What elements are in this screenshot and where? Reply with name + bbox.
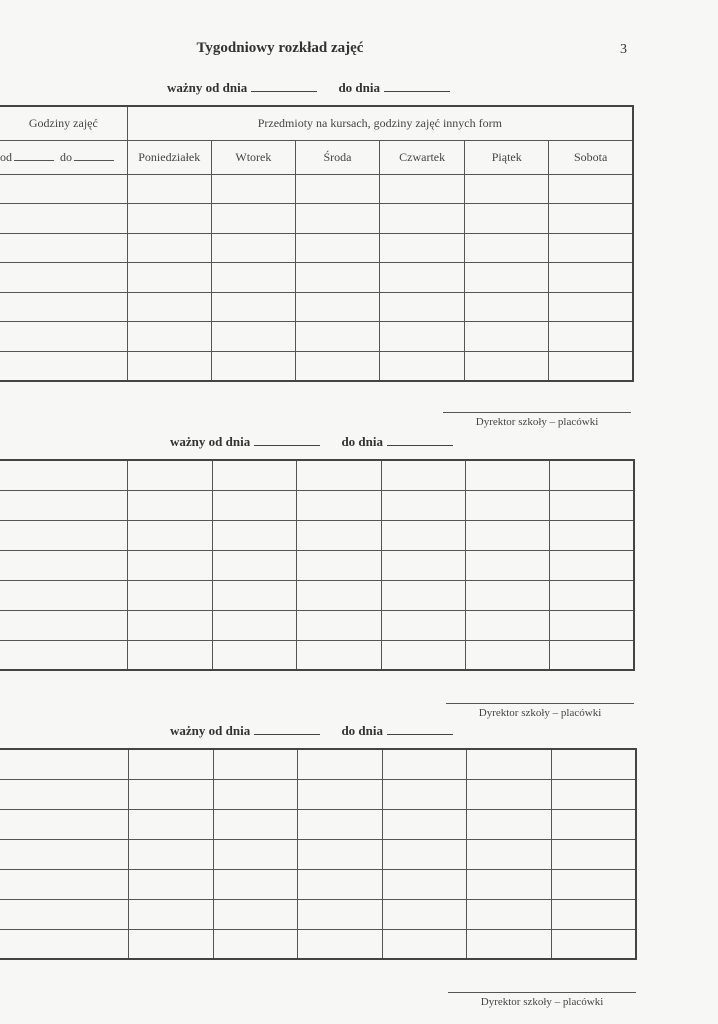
hours-cell[interactable] bbox=[0, 839, 128, 869]
schedule-cell[interactable] bbox=[465, 322, 549, 352]
schedule-cell[interactable] bbox=[466, 809, 551, 839]
schedule-cell[interactable] bbox=[382, 899, 466, 929]
valid-to-blank[interactable] bbox=[387, 724, 453, 735]
table-row bbox=[0, 779, 636, 809]
schedule-cell[interactable] bbox=[465, 490, 549, 520]
schedule-cell[interactable] bbox=[127, 174, 211, 204]
schedule-cell[interactable] bbox=[551, 929, 636, 959]
table-row bbox=[0, 460, 634, 490]
schedule-cell[interactable] bbox=[297, 809, 382, 839]
table-row bbox=[0, 174, 633, 204]
schedule-cell[interactable] bbox=[212, 490, 296, 520]
hours-cell[interactable] bbox=[0, 580, 127, 610]
schedule-cell[interactable] bbox=[297, 899, 382, 929]
schedule-cell[interactable] bbox=[549, 460, 634, 490]
days-header-row bbox=[0, 140, 633, 174]
schedule-cell[interactable] bbox=[295, 233, 379, 263]
schedule-cell[interactable] bbox=[465, 174, 549, 204]
hours-cell[interactable] bbox=[0, 233, 127, 263]
schedule-cell[interactable] bbox=[466, 929, 551, 959]
hours-cell[interactable] bbox=[0, 292, 127, 322]
schedule-cell[interactable] bbox=[465, 520, 549, 550]
hours-cell[interactable] bbox=[0, 550, 127, 580]
day-thursday: Czwartek bbox=[380, 140, 465, 174]
schedule-cell[interactable] bbox=[381, 460, 465, 490]
schedule-cell[interactable] bbox=[296, 550, 381, 580]
table-row bbox=[0, 640, 634, 670]
schedule-cell[interactable] bbox=[466, 899, 551, 929]
table-row bbox=[0, 520, 634, 550]
table-row bbox=[0, 610, 634, 640]
schedule-cell[interactable] bbox=[212, 460, 296, 490]
schedule-cell[interactable] bbox=[549, 174, 633, 204]
schedule-table-2 bbox=[0, 459, 635, 671]
schedule-cell[interactable] bbox=[213, 809, 297, 839]
schedule-cell[interactable] bbox=[213, 899, 297, 929]
table-row bbox=[0, 929, 636, 959]
schedule-cell[interactable] bbox=[211, 263, 295, 293]
schedule-cell[interactable] bbox=[213, 839, 297, 869]
schedule-cell[interactable] bbox=[380, 263, 465, 293]
hours-cell[interactable] bbox=[0, 809, 128, 839]
schedule-cell[interactable] bbox=[466, 839, 551, 869]
schedule-cell[interactable] bbox=[466, 869, 551, 899]
table-row bbox=[0, 869, 636, 899]
schedule-cell[interactable] bbox=[382, 869, 466, 899]
hours-cell[interactable] bbox=[0, 351, 127, 381]
signature-label-3: Dyrektor szkoły – placówki bbox=[480, 996, 604, 1008]
table-row bbox=[0, 322, 633, 352]
table-row bbox=[0, 490, 634, 520]
table-row bbox=[0, 263, 633, 293]
schedule-cell[interactable] bbox=[380, 322, 465, 352]
schedule-cell[interactable] bbox=[381, 580, 465, 610]
schedule-cell[interactable] bbox=[213, 869, 297, 899]
schedule-cell[interactable] bbox=[127, 610, 212, 640]
subjects-header: Przedmioty na kursach, godziny zajęć innych form bbox=[127, 106, 633, 140]
hours-cell[interactable] bbox=[0, 640, 127, 670]
valid-from-label: ważny od dnia bbox=[170, 723, 251, 738]
schedule-cell[interactable] bbox=[296, 610, 381, 640]
schedule-cell[interactable] bbox=[127, 580, 212, 610]
page-title: Tygodniowy rozkład zajęć bbox=[196, 40, 364, 56]
table-row bbox=[0, 292, 633, 322]
schedule-cell[interactable] bbox=[213, 929, 297, 959]
schedule-cell[interactable] bbox=[296, 520, 381, 550]
hours-cell[interactable] bbox=[0, 204, 127, 234]
valid-from-blank[interactable] bbox=[251, 81, 317, 92]
signature-line-2[interactable] bbox=[446, 703, 634, 704]
table-row bbox=[0, 550, 634, 580]
schedule-cell[interactable] bbox=[297, 779, 382, 809]
schedule-cell[interactable] bbox=[382, 929, 466, 959]
schedule-cell[interactable] bbox=[465, 460, 549, 490]
schedule-cell[interactable] bbox=[127, 460, 212, 490]
schedule-cell[interactable] bbox=[127, 204, 211, 234]
hours-header: Godziny zajęć bbox=[0, 106, 127, 140]
hours-cell[interactable] bbox=[0, 899, 128, 929]
schedule-cell[interactable] bbox=[211, 322, 295, 352]
signature-label-2: Dyrektor szkoły – placówki bbox=[478, 707, 602, 719]
valid-from-label: ważny od dnia bbox=[170, 434, 251, 449]
schedule-cell[interactable] bbox=[381, 490, 465, 520]
hours-cell[interactable] bbox=[0, 779, 128, 809]
schedule-cell[interactable] bbox=[381, 550, 465, 580]
schedule-cell[interactable] bbox=[549, 580, 634, 610]
schedule-cell[interactable] bbox=[382, 809, 466, 839]
schedule-cell[interactable] bbox=[212, 550, 296, 580]
schedule-cell[interactable] bbox=[381, 520, 465, 550]
schedule-cell[interactable] bbox=[213, 779, 297, 809]
schedule-cell[interactable] bbox=[380, 351, 465, 381]
page-number: 3 bbox=[620, 42, 627, 57]
schedule-cell[interactable] bbox=[127, 640, 212, 670]
schedule-cell[interactable] bbox=[381, 610, 465, 640]
schedule-cell[interactable] bbox=[127, 233, 211, 263]
valid-to-blank[interactable] bbox=[384, 81, 450, 92]
schedule-cell[interactable] bbox=[465, 204, 549, 234]
schedule-cell[interactable] bbox=[211, 233, 295, 263]
schedule-cell[interactable] bbox=[128, 749, 213, 779]
schedule-cell[interactable] bbox=[296, 580, 381, 610]
schedule-cell[interactable] bbox=[127, 520, 212, 550]
valid-from-blank[interactable] bbox=[254, 435, 320, 446]
schedule-cell[interactable] bbox=[211, 351, 295, 381]
schedule-cell[interactable] bbox=[295, 322, 379, 352]
schedule-cell[interactable] bbox=[297, 839, 382, 869]
schedule-cell[interactable] bbox=[382, 749, 466, 779]
table-row bbox=[0, 233, 633, 263]
schedule-cell[interactable] bbox=[211, 174, 295, 204]
schedule-cell[interactable] bbox=[297, 929, 382, 959]
table-row bbox=[0, 899, 636, 929]
day-friday: Piątek bbox=[465, 140, 549, 174]
schedule-cell[interactable] bbox=[466, 749, 551, 779]
hours-cell[interactable] bbox=[0, 520, 127, 550]
hours-cell[interactable] bbox=[0, 929, 128, 959]
schedule-cell[interactable] bbox=[296, 460, 381, 490]
schedule-cell[interactable] bbox=[549, 263, 633, 293]
valid-to-blank[interactable] bbox=[387, 435, 453, 446]
schedule-cell[interactable] bbox=[380, 174, 465, 204]
schedule-cell[interactable] bbox=[128, 899, 213, 929]
table-row bbox=[0, 204, 633, 234]
schedule-cell[interactable] bbox=[297, 749, 382, 779]
schedule-cell[interactable] bbox=[296, 490, 381, 520]
schedule-cell[interactable] bbox=[465, 640, 549, 670]
schedule-cell[interactable] bbox=[551, 809, 636, 839]
schedule-cell[interactable] bbox=[380, 204, 465, 234]
valid-from-label: ważny od dnia bbox=[167, 80, 248, 95]
schedule-cell[interactable] bbox=[128, 779, 213, 809]
hours-cell[interactable] bbox=[0, 174, 127, 204]
hours-range-header: od do bbox=[0, 140, 127, 174]
schedule-cell[interactable] bbox=[213, 749, 297, 779]
table-row bbox=[0, 580, 634, 610]
validity-line-3 bbox=[170, 723, 457, 739]
day-saturday: Sobota bbox=[549, 140, 633, 174]
hours-cell[interactable] bbox=[0, 322, 127, 352]
validity-line-2 bbox=[170, 434, 457, 450]
schedule-cell[interactable] bbox=[465, 351, 549, 381]
schedule-cell[interactable] bbox=[127, 322, 211, 352]
schedule-cell[interactable] bbox=[127, 351, 211, 381]
hours-cell[interactable] bbox=[0, 490, 127, 520]
schedule-cell[interactable] bbox=[382, 839, 466, 869]
hours-cell[interactable] bbox=[0, 460, 127, 490]
schedule-cell[interactable] bbox=[549, 292, 633, 322]
schedule-cell[interactable] bbox=[465, 610, 549, 640]
schedule-cell[interactable] bbox=[549, 322, 633, 352]
schedule-cell[interactable] bbox=[127, 490, 212, 520]
schedule-cell[interactable] bbox=[127, 263, 211, 293]
signature-line-1[interactable] bbox=[443, 412, 631, 413]
schedule-cell[interactable] bbox=[211, 204, 295, 234]
schedule-cell[interactable] bbox=[549, 550, 634, 580]
hours-cell[interactable] bbox=[0, 610, 127, 640]
schedule-cell[interactable] bbox=[295, 292, 379, 322]
schedule-cell[interactable] bbox=[465, 580, 549, 610]
table-row bbox=[0, 351, 633, 381]
schedule-cell[interactable] bbox=[465, 263, 549, 293]
schedule-cell[interactable] bbox=[381, 640, 465, 670]
schedule-cell[interactable] bbox=[551, 869, 636, 899]
schedule-cell[interactable] bbox=[551, 899, 636, 929]
table-row bbox=[0, 749, 636, 779]
valid-to-label: do dnia bbox=[341, 434, 384, 449]
schedule-cell[interactable] bbox=[211, 292, 295, 322]
schedule-cell[interactable] bbox=[212, 580, 296, 610]
schedule-cell[interactable] bbox=[551, 779, 636, 809]
table-row bbox=[0, 839, 636, 869]
schedule-cell[interactable] bbox=[297, 869, 382, 899]
schedule-cell[interactable] bbox=[551, 749, 636, 779]
valid-to-label: do dnia bbox=[338, 80, 381, 95]
schedule-cell[interactable] bbox=[380, 292, 465, 322]
schedule-cell[interactable] bbox=[549, 490, 634, 520]
validity-line-1 bbox=[167, 80, 454, 96]
schedule-cell[interactable] bbox=[549, 204, 633, 234]
schedule-cell[interactable] bbox=[128, 929, 213, 959]
schedule-cell[interactable] bbox=[127, 292, 211, 322]
schedule-cell[interactable] bbox=[465, 292, 549, 322]
schedule-cell[interactable] bbox=[549, 610, 634, 640]
hours-cell[interactable] bbox=[0, 869, 128, 899]
schedule-cell[interactable] bbox=[128, 869, 213, 899]
signature-line-3[interactable] bbox=[448, 992, 636, 993]
schedule-cell[interactable] bbox=[128, 809, 213, 839]
schedule-cell[interactable] bbox=[466, 779, 551, 809]
schedule-cell[interactable] bbox=[549, 233, 633, 263]
valid-to-label: do dnia bbox=[341, 723, 384, 738]
schedule-cell[interactable] bbox=[549, 351, 633, 381]
schedule-table-1 bbox=[0, 105, 634, 382]
schedule-cell[interactable] bbox=[382, 779, 466, 809]
schedule-cell[interactable] bbox=[212, 520, 296, 550]
hours-cell[interactable] bbox=[0, 263, 127, 293]
schedule-cell[interactable] bbox=[295, 174, 379, 204]
schedule-cell[interactable] bbox=[549, 640, 634, 670]
schedule-cell[interactable] bbox=[212, 610, 296, 640]
schedule-cell[interactable] bbox=[549, 520, 634, 550]
day-monday: Poniedziałek bbox=[127, 140, 211, 174]
schedule-cell[interactable] bbox=[295, 263, 379, 293]
schedule-cell[interactable] bbox=[296, 640, 381, 670]
schedule-cell[interactable] bbox=[295, 204, 379, 234]
schedule-cell[interactable] bbox=[551, 839, 636, 869]
schedule-cell[interactable] bbox=[127, 550, 212, 580]
day-tuesday: Wtorek bbox=[211, 140, 295, 174]
schedule-cell[interactable] bbox=[295, 351, 379, 381]
schedule-cell[interactable] bbox=[212, 640, 296, 670]
schedule-cell[interactable] bbox=[380, 233, 465, 263]
valid-from-blank[interactable] bbox=[254, 724, 320, 735]
day-wednesday: Środa bbox=[295, 140, 379, 174]
schedule-cell[interactable] bbox=[128, 839, 213, 869]
table-row bbox=[0, 809, 636, 839]
signature-label-1: Dyrektor szkoły – placówki bbox=[475, 416, 599, 428]
schedule-table-3 bbox=[0, 748, 637, 960]
schedule-cell[interactable] bbox=[465, 550, 549, 580]
hours-cell[interactable] bbox=[0, 749, 128, 779]
schedule-cell[interactable] bbox=[465, 233, 549, 263]
